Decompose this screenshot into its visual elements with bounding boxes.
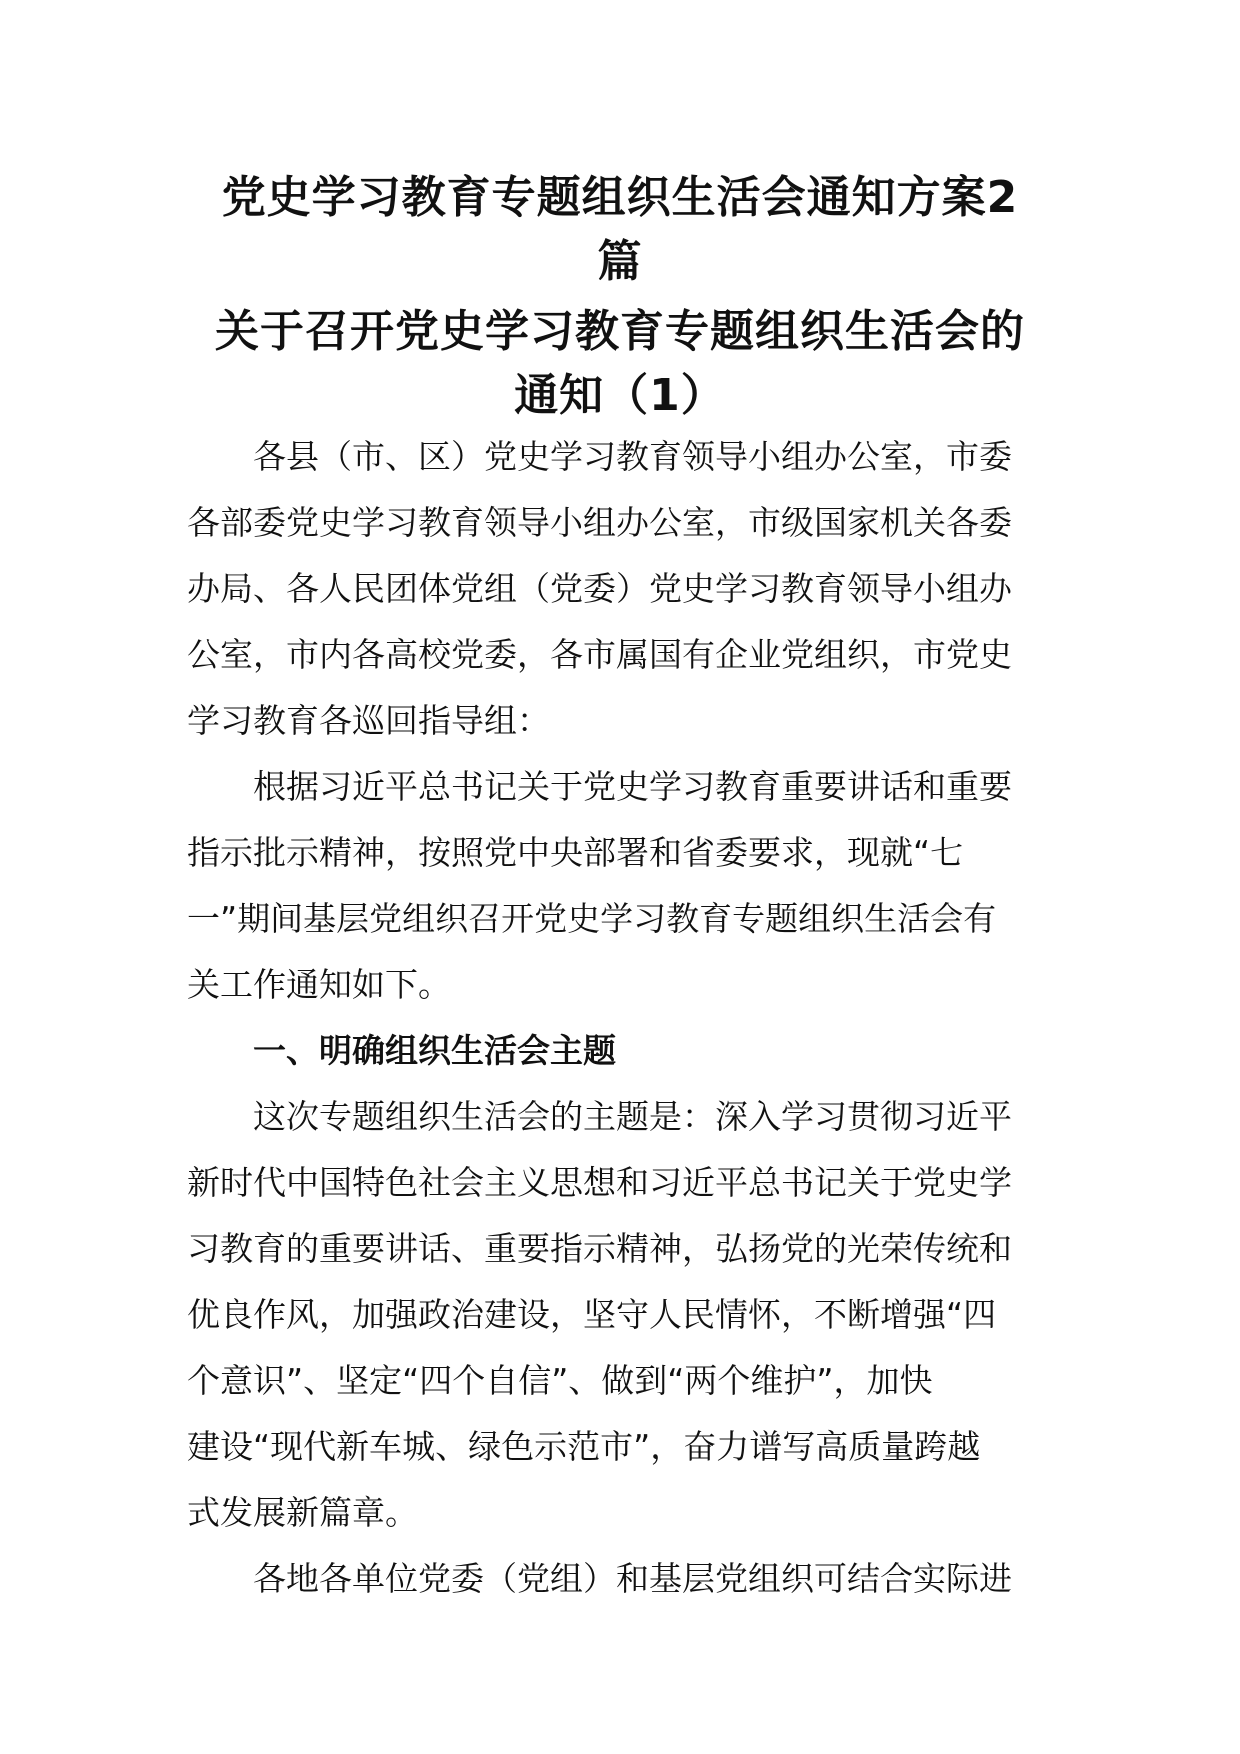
text-line: 指示批示精神，按照党中央部署和省委要求，现就“七: [187, 833, 964, 872]
text-line: 各部委党史学习教育领导小组办公室，市级国家机关各委: [187, 503, 1012, 542]
text-line: 办局、各人民团体党组（党委）党史学习教育领导小组办: [187, 569, 1012, 608]
text-line: 学习教育各巡回指导组：: [187, 701, 550, 740]
text-line: 各县（市、区）党史学习教育领导小组办公室，市委: [253, 437, 1012, 476]
text-line: 个意识”、坚定“四个自信”、做到“两个维护”，加快: [187, 1361, 933, 1400]
text-line: 这次专题组织生活会的主题是：深入学习贯彻习近平: [253, 1097, 1012, 1136]
text-line: 公室，市内各高校党委，各市属国有企业党组织，市党史: [187, 635, 1012, 674]
section-heading-1: [187, 1018, 1053, 1084]
paragraph-intro: [187, 754, 1053, 1018]
text-line: 建设“现代新车城、绿色示范市”，奋力谱写高质量跨越: [187, 1427, 981, 1466]
paragraph-addressees: [187, 424, 1053, 754]
paragraph-units: [187, 1546, 1053, 1612]
text-line: 习教育的重要讲话、重要指示精神，弘扬党的光荣传统和: [187, 1229, 1012, 1268]
text-line: 各地各单位党委（党组）和基层党组织可结合实际进: [253, 1559, 1012, 1598]
document-title-line-4: 通知（1）: [514, 370, 726, 421]
document-title-line-2: 篇: [597, 236, 643, 287]
text-line: 根据习近平总书记关于党史学习教育重要讲话和重要: [253, 767, 1012, 806]
text-line: 新时代中国特色社会主义思想和习近平总书记关于党史学: [187, 1163, 1012, 1202]
paragraph-theme: [187, 1084, 1053, 1546]
heading-text: 一、明确组织生活会主题: [253, 1031, 616, 1070]
text-line: 关工作通知如下。: [187, 965, 451, 1004]
text-line: 式发展新篇章。: [187, 1493, 418, 1532]
text-line: 一”期间基层党组织召开党史学习教育专题组织生活会有: [187, 899, 997, 938]
document-title-line-1: 党史学习教育专题组织生活会通知方案2: [221, 172, 1019, 223]
document-title-line-3: 关于召开党史学习教育专题组织生活会的: [215, 306, 1025, 357]
text-line: 优良作风，加强政治建设，坚守人民情怀，不断增强“四: [187, 1295, 997, 1334]
